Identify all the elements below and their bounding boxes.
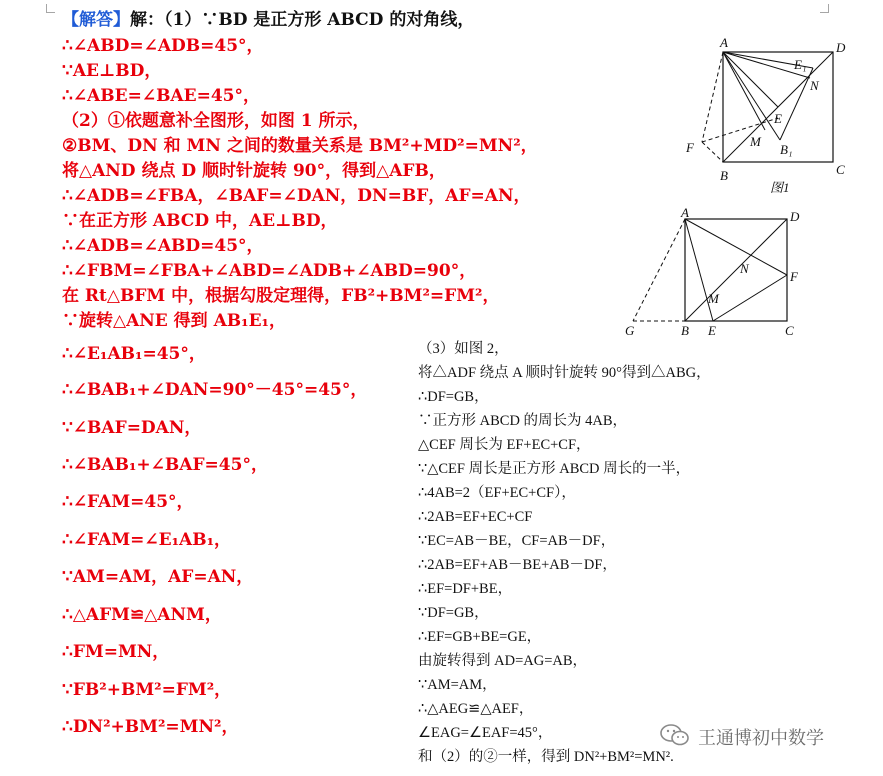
part3-line: ∴2AB=EF+AB－BE+AB－DF， (418, 557, 617, 573)
part3-line: ∴EF=GB+BE=GE， (418, 629, 542, 645)
proof-line: ∴∠FAM=∠E₁AB₁， (62, 530, 232, 550)
page-corner-mark-left (46, 4, 55, 13)
proof-line: ∴∠FBM=∠FBA+∠ABD=∠ADB+∠ABD=90°， (62, 261, 477, 281)
part3-line: ∴EF=DF+BE， (418, 581, 513, 597)
fig1-label-f: F (686, 140, 694, 155)
watermark-text: 王通博初中数学 (698, 728, 824, 749)
figure-1 (680, 30, 880, 209)
proof-line: ∴∠BAB₁+∠BAF=45°， (62, 455, 268, 475)
fig1-segment-af (702, 52, 723, 142)
proof-line: ∵∠BAF=DAN， (62, 418, 202, 438)
fig1-caption: 图1 (770, 180, 790, 195)
fig2-label-c: C (785, 323, 794, 338)
solution-tag: 【解答】 (62, 10, 130, 30)
fig2-diagonal-bd (685, 219, 787, 321)
proof-line: ∴△AFM≌△ANM， (62, 605, 222, 625)
part3-line: ∴△AEG≌△AEF， (418, 701, 534, 717)
proof-line: ∵FB²+BM²=FM²， (62, 680, 232, 700)
part3-line: （3）如图 2， (418, 341, 509, 357)
part3-line: ∵DF=GB， (418, 605, 489, 621)
fig1-label-e1: E₁ (794, 57, 807, 72)
part3-line: 将△ADF 绕点 A 顺时针旋转 90°得到△ABG， (418, 365, 711, 381)
fig1-segment-e1b1 (780, 68, 813, 140)
wechat-icon (660, 723, 690, 751)
proof-line: 在 Rt△BFM 中，根据勾股定理得，FB²+BM²=FM²， (62, 286, 500, 306)
figure-2 (615, 205, 815, 344)
proof-line: ∵AE⊥BD， (62, 61, 162, 81)
proof-line: ∴∠ADB=∠FBA，∠BAF=∠DAN，DN=BF，AF=AN， (62, 186, 531, 206)
part3-line: ∴4AB=2（EF+EC+CF）， (418, 485, 576, 501)
proof-line: （2）①依题意补全图形，如图 1 所示， (62, 111, 370, 131)
part3-line: ∵EC=AB－BE，CF=AB－DF， (418, 533, 616, 549)
fig2-label-f: F (790, 269, 798, 284)
fig2-label-m: M (708, 291, 719, 306)
part3-line: 由旋转得到 AD=AG=AB， (418, 653, 588, 669)
proof-line: 将△AND 绕点 D 顺时针旋转 90°，得到△AFB， (62, 161, 446, 181)
fig1-label-e: E (774, 111, 782, 126)
fig1-label-m: M (750, 134, 761, 149)
fig2-label-d: D (790, 209, 800, 224)
fig1-label-b1: B₁ (780, 142, 793, 157)
proof-line: ②BM、DN 和 MN 之间的数量关系是 BM²+MD²=MN²， (62, 136, 538, 156)
fig1-label-n: N (810, 78, 819, 93)
watermark (660, 722, 824, 752)
proof-line: ∴FM=MN， (62, 642, 170, 662)
fig2-segment-ag (633, 219, 685, 321)
proof-line: ∴∠ABE=∠BAE=45°， (62, 86, 260, 106)
fig1-label-c: C (836, 162, 845, 177)
proof-line: ∴∠ADB=∠ABD=45°， (62, 236, 264, 256)
fig1-segment-fb (702, 142, 723, 162)
part3-line: ∠EAG=∠EAF=45°， (418, 725, 553, 741)
proof-line: ∴∠FAM=45°， (62, 492, 194, 512)
part3-line: ∵△CEF 周长是正方形 ABCD 周长的一半， (418, 461, 691, 477)
fig2-label-a: A (681, 205, 689, 220)
proof-line: ∴DN²+BM²=MN²， (62, 717, 239, 737)
proof-line: ∵AM=AM，AF=AN， (62, 567, 254, 587)
fig1-label-b: B (720, 168, 728, 183)
proof-line: ∴∠BAB₁+∠DAN=90°－45°=45°， (62, 380, 368, 400)
solution-header (62, 8, 474, 32)
solution-intro: 解：（1）∵BD 是正方形 ABCD 的对角线， (130, 10, 475, 30)
fig1-segment-fm (702, 118, 778, 142)
fig1-label-d: D (836, 40, 846, 55)
fig2-segment-af (685, 219, 787, 275)
fig1-segment-am (723, 52, 765, 130)
part3-line: ∵AM=AM， (418, 677, 497, 693)
fig2-label-b: B (681, 323, 689, 338)
part3-line: ∴2AB=EF+EC+CF (418, 509, 533, 525)
part3-line: ∵正方形 ABCD 的周长为 4AB， (418, 413, 628, 429)
proof-line: ∴∠E₁AB₁=45°， (62, 344, 206, 364)
proof-line: ∵在正方形 ABCD 中，AE⊥BD， (62, 211, 338, 231)
proof-line: ∵旋转△ANE 得到 AB₁E₁， (62, 311, 287, 331)
fig2-label-g: G (625, 323, 635, 338)
page-corner-mark-right (820, 4, 829, 13)
fig2-label-e: E (708, 323, 716, 338)
part3-line: 和（2）的②一样，得到 DN²+BM²=MN². (418, 749, 674, 765)
proof-line: ∴∠ABD=∠ADB=45°， (62, 36, 264, 56)
part3-line: △CEF 周长为 EF+EC+CF， (418, 437, 591, 453)
fig2-label-n: N (740, 261, 749, 276)
fig1-label-a: A (720, 35, 728, 50)
part3-line: ∴DF=GB， (418, 389, 489, 405)
